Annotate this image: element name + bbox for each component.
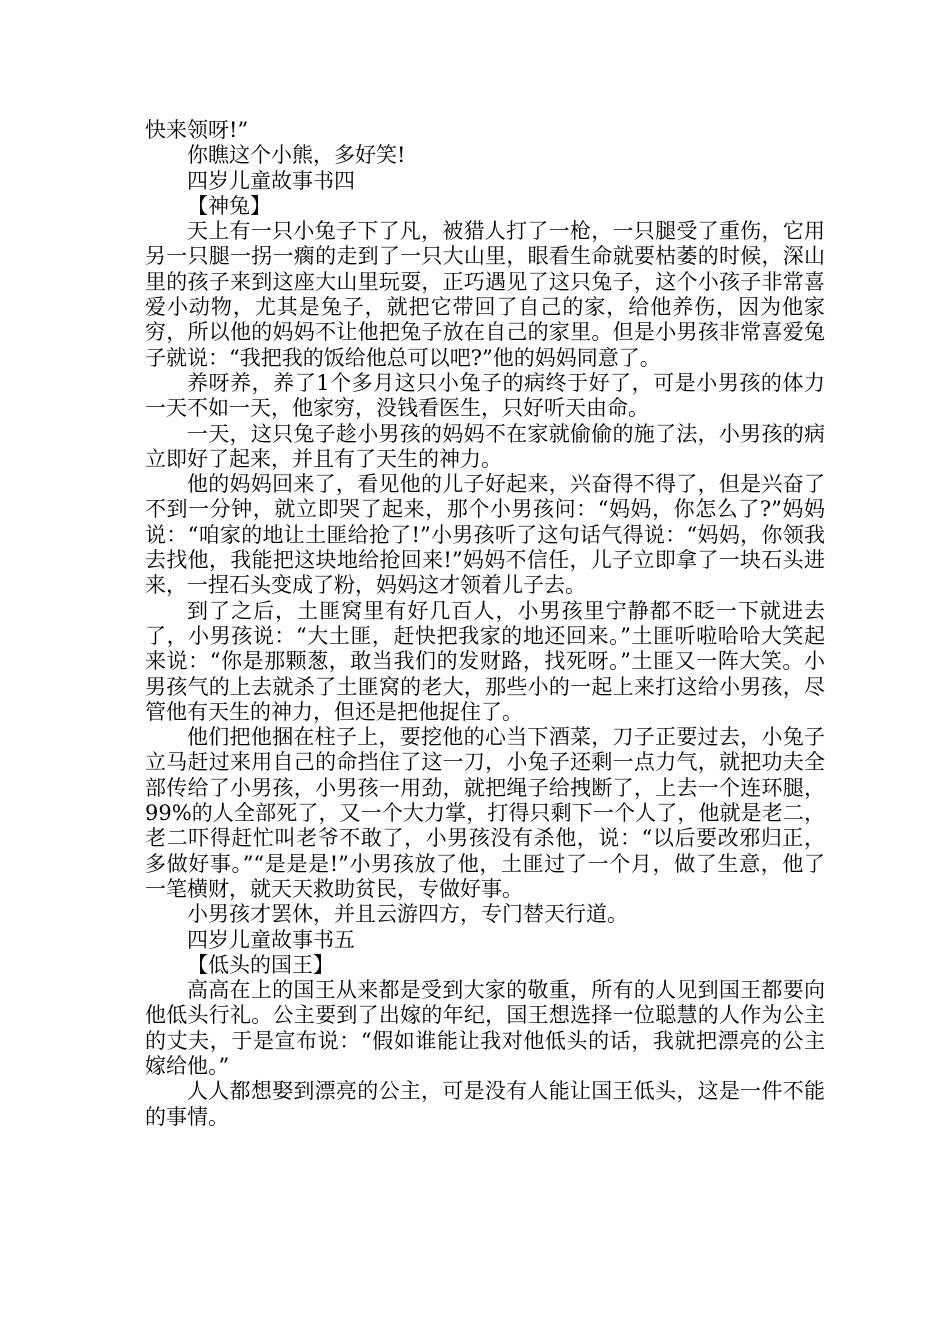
paragraph: 到了之后，土匪窝里有好几百人，小男孩里宁静都不眨一下就进去了，小男孩说：“大土匪，赶快把我家的地还回来。”土匪听啦哈哈大笑起来说：“你是那颗葱，敢当我们的发财路，找死呀。”土匪又一阵大笑。小男孩气的上去就杀了土匪窝的老大，那些小的一起上来打这给小男孩，尽管他有天生的神力，但还是把他捉住了。 [145,598,825,724]
paragraph: 人人都想娶到漂亮的公主，可是没有人能让国王低头，这是一件不能的事情。 [145,1079,825,1129]
paragraph: 他们把他捆在柱子上，要挖他的心当下酒菜，刀子正要过去，小兔子立马赶过来用自己的命挡住了这一刀，小兔子还剩一点力气，就把功夫全部传给了小男孩，小男孩一用劲，就把绳子给拽断了，上去一个连环腿，99%的人全部死了，又一个大力掌，打得只剩下一个人了，他就是老二，老二吓得赶忙叫老爷不敢了，小男孩没有杀他，说：“以后要改邪归正，多做好事。”“是是是!”小男孩放了他，土匪过了一个月，做了生意，他了一笔横财，就天天救助贫民，专做好事。 [145,725,825,901]
paragraph: 小男孩才罢休，并且云游四方，专门替天行道。 [187,902,628,927]
paragraph: 一天，这只兔子趁小男孩的妈妈不在家就偷偷的施了法，小男孩的病立即好了起来，并且有了天生的神力。 [145,421,825,471]
section-heading: 四岁儿童故事书四 [187,168,355,193]
paragraph: 高高在上的国王从来都是受到大家的敬重，所有的人见到国王都要向他低头行礼。公主要到了出嫁的年纪，国王想选择一位聪慧的人作为公主的丈夫，于是宣布说：“假如谁能让我对他低头的话，我就把漂亮的公主嫁给他。” [145,978,825,1078]
story-text [145,118,825,1130]
paragraph: 天上有一只小兔子下了凡，被猎人打了一枪，一只腿受了重伤，它用另一只腿一拐一瘸的走到了一只大山里，眼看生命就要枯萎的时候，深山里的孩子来到这座大山里玩耍，正巧遇见了这只兔子，这个小孩子非常喜爱小动物，尤其是兔子，就把它带回了自己的家，给他养伤，因为他家穷，所以他的妈妈不让他把兔子放在自己的家里。但是小男孩非常喜爱兔子就说：“我把我的饭给他总可以吧?”他的妈妈同意了。 [145,219,825,370]
section-heading: 四岁儿童故事书五 [187,927,355,952]
paragraph: 快来领呀!” [145,118,249,142]
story-title: 【神兔】 [187,193,271,218]
story-title: 【低头的国王】 [187,952,334,977]
paragraph: 你瞧这个小熊，多好笑! [187,143,406,168]
paragraph: 养呀养，养了1个多月这只小兔子的病终于好了，可是小男孩的体力一天不如一天，他家穷，没钱看医生，只好听天由命。 [145,370,825,421]
paragraph: 他的妈妈回来了，看见他的儿子好起来，兴奋得不得了，但是兴奋了不到一分钟，就立即哭了起来，那个小男孩问：“妈妈，你怎么了?”妈妈说：“咱家的地让土匪给抢了!”小男孩听了这句话气得说：“妈妈，你领我去找他，我能把这块地给抢回来!”妈妈不信任，儿子立即拿了一块石头进来，一捏石头变成了粉，妈妈这才领着儿子去。 [145,472,825,598]
